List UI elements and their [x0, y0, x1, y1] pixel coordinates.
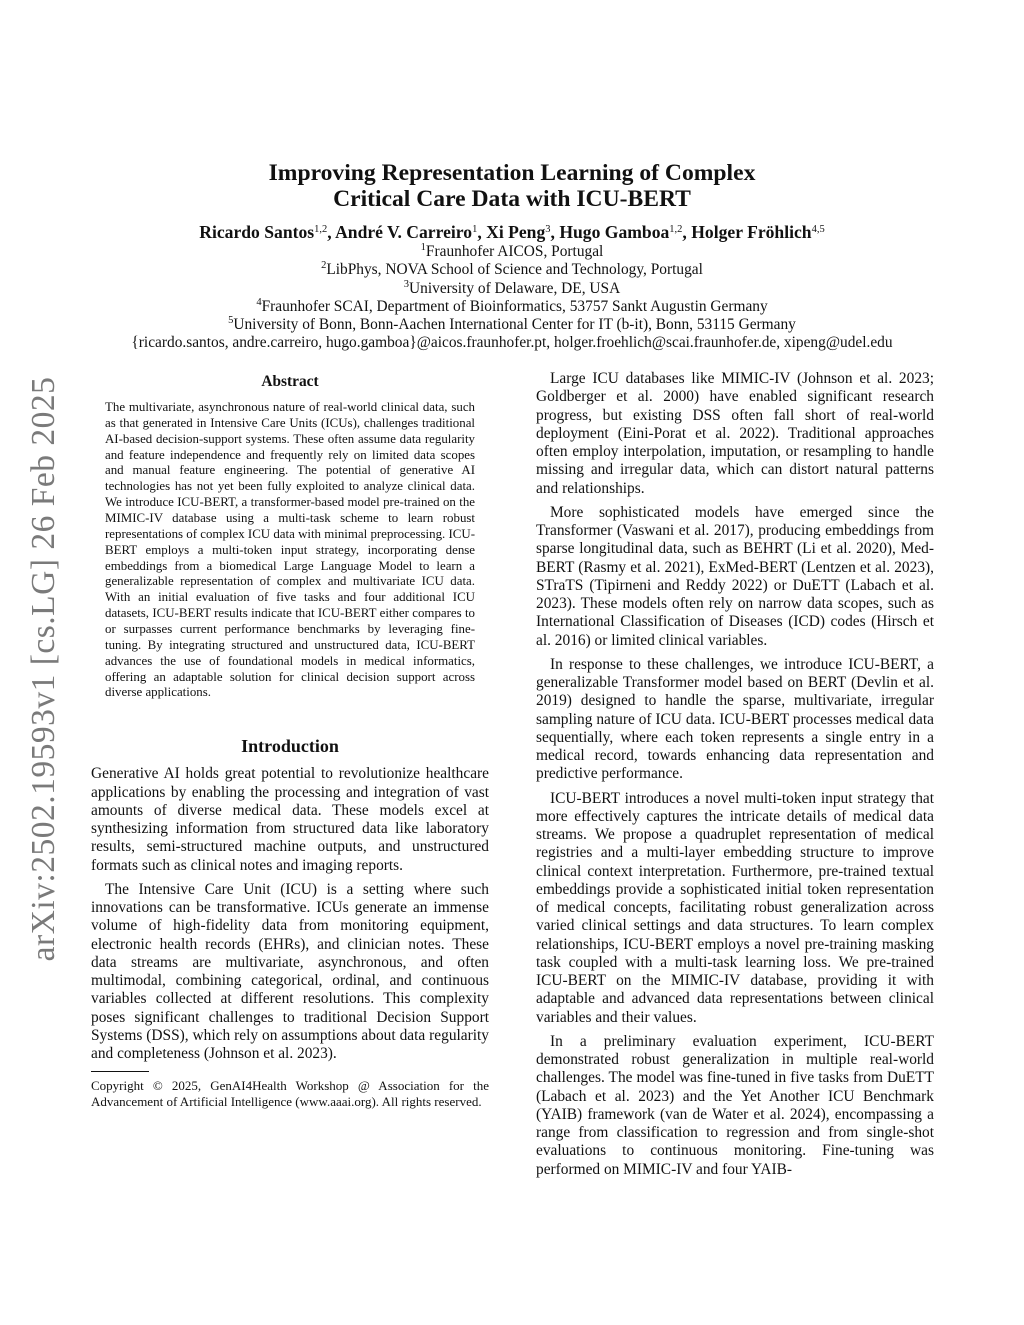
- affiliation-text: University of Bonn, Bonn-Aachen International Center for IT (b-it), Bonn, 53115 Germany: [233, 316, 796, 334]
- paragraph: In a preliminary evaluation experiment, ICU-BERT demonstrated robust generalization in multiple real-world challenges. The model was fine-tuned in five tasks from DuETT (Labach et al. 2023) and the Yet Another ICU Benchmark (YAIB) framework (van de Water et al. 2024), encompassing a range from classification to regression and from single-shot evaluations to continuous monitoring. Fine-tuning was performed on MIMIC-IV and four YAIB-: [536, 1032, 934, 1178]
- affiliation-text: Fraunhofer SCAI, Department of Bioinformatics, 53757 Sankt Augustin Germany: [261, 297, 768, 315]
- author-separator: ,: [477, 222, 487, 242]
- paper-title: [90, 160, 934, 212]
- abstract-text: The multivariate, asynchronous nature of real-world clinical data, such as that generated in Intensive Care Units (ICUs), challenges traditional AI-based decision-support systems. These often assume data regularity and feature independence and frequently rely on limited data scopes and manual feature engineering. The potential of generative AI technologies has not yet been fully exploited to analyze clinical data. We introduce ICU-BERT, a transformer-based model pre-trained on the MIMIC-IV database using a multi-task scheme to learn robust representations of complex ICU data with minimal preprocessing. ICU-BERT employs a multi-token input strategy, incorporating dense embeddings from a biomedical Large Language Model to learn a generalizable representation of complex and multivariate ICU data. With an initial evaluation of five tasks and four additional ICU datasets, ICU-BERT results indicate that ICU-BERT either compares to or surpasses current performance benchmarks by leveraging fine-tuning. By integrating structured and unstructured data, ICU-BERT advances the use of foundational models in medical informatics, offering an adaptable solution for clinical decision support across diverse applications.: [105, 400, 475, 700]
- author-affiliation-mark: 3: [545, 224, 551, 235]
- paragraph: Generative AI holds great potential to revolutionize healthcare applications by enabling the processing and integration of vast amounts of diverse medical data. These models excel at synthesizing information from structured data like laboratory results, semi-structured machine outputs, and unstructured formats such as clinical notes and imaging reports.: [91, 765, 489, 874]
- title-line-1: Improving Representation Learning of Complex: [268, 160, 756, 186]
- author-name: Hugo Gamboa: [559, 222, 670, 242]
- author-separator: ,: [550, 222, 560, 242]
- author-affiliation-mark: 1,2: [314, 224, 328, 235]
- affiliation: [90, 316, 934, 334]
- affiliation-mark: 2: [321, 260, 327, 272]
- affiliation: [90, 280, 934, 298]
- title-line-2: Critical Care Data with ICU-BERT: [333, 186, 691, 212]
- author-affiliation-mark: 4,5: [811, 224, 825, 235]
- introduction-heading: Introduction: [241, 736, 339, 757]
- affiliation-mark: 4: [256, 296, 262, 308]
- affiliation: [90, 298, 934, 316]
- paragraph: The Intensive Care Unit (ICU) is a setting where such innovations can be transformative. ICUs generate an immense volume of high-fidelity data from monitoring equipment, electronic health records (EHRs), and clinician notes. These data streams are multivariate, asynchronous, and often multimodal, combining categorical, ordinal, and continuous variables collected at different resolutions. This complexity poses significant challenges to traditional Decision Support Systems (DSS), which rely on assumptions about data regularity and completeness (Johnson et al. 2023).: [91, 880, 489, 1063]
- author-affiliation-mark: 1: [472, 224, 478, 235]
- author-emails: {ricardo.santos, andre.carreiro, hugo.gamboa}@aicos.fraunhofer.pt, holger.froehlich@scai.fraunhofer.de, xipeng@udel.edu: [131, 334, 893, 352]
- affiliation: [90, 261, 934, 279]
- affiliation-text: Fraunhofer AICOS, Portugal: [425, 243, 604, 260]
- paragraph: More sophisticated models have emerged since the Transformer (Vaswani et al. 2017), producing embeddings from sparse longitudinal data, such as BEHRT (Li et al. 2020), Med-BERT (Rasmy et al. 2021), ExMed-BERT (Lentzen et al. 2023), STraTS (Tipirneni and Reddy 2022) or DuETT (Labach et al. 2023). These models often rely on narrow data scopes, such as International Classification of Diseases (ICD) codes (Hirsch et al. 2016) or limited clinical variables.: [536, 503, 934, 649]
- affiliation: [90, 243, 934, 261]
- affiliation-mark: 1: [420, 242, 426, 253]
- right-column: [536, 370, 934, 1185]
- affiliation-text: LibPhys, NOVA School of Science and Technology, Portugal: [326, 261, 703, 279]
- author-affiliation-mark: 1,2: [669, 224, 683, 235]
- paragraph: In response to these challenges, we introduce ICU-BERT, a generalizable Transformer model based on BERT (Devlin et al. 2019) designed to handle the sparse, multivariate, irregular sampling nature of ICU data. ICU-BERT processes medical data sequentially, where each token represents a single entry in a medical record, towards enhancing data representation and predictive performance.: [536, 655, 934, 783]
- affiliation-mark: 3: [403, 278, 410, 290]
- copyright-footnote: Copyright © 2025, GenAI4Health Workshop @ Association for the Advancement of Artificial Intelligence (www.aaai.org). All rights reserved.: [91, 1078, 489, 1110]
- paper-header: [90, 160, 934, 353]
- paragraph: Large ICU databases like MIMIC-IV (Johnson et al. 2023; Goldberger et al. 2000) have enabled significant research progress, but existing DSS often fall short of real-world deployment (Eini-Porat et al. 2022). Traditional approaches often employ interpolation, imputation, or resampling to handle missing and irregular data, which can distort natural patterns and relationships.: [536, 370, 934, 497]
- affiliation-mark: 5: [228, 315, 234, 327]
- author-name: Xi Peng: [486, 222, 546, 242]
- author-list: [90, 221, 934, 243]
- affiliation-text: University of Delaware, DE, USA: [409, 279, 621, 297]
- author-separator: ,: [327, 222, 336, 242]
- author-separator: ,: [682, 222, 692, 242]
- footnote-rule: [91, 1071, 149, 1072]
- paragraph: ICU-BERT introduces a novel multi-token input strategy that more effectively captures the intricate details of medical data streams. We propose a quadruplet representation of medical registries and a multi-layer embedding structure to improve clinical context interpretation. Furthermore, pre-trained textual embeddings provide a sophisticated initial token representation of medical concepts, facilitating robust generalization across varied clinical settings and data structures. To learn complex relationships, ICU-BERT employs a novel pre-training masking task coupled with a multi-task learning loss. We pre-trained ICU-BERT on the MIMIC-IV database, providing it with adaptable and advanced data representations between clinical variables and their values.: [536, 789, 934, 1026]
- author-name: Holger Fröhlich: [691, 222, 812, 242]
- abstract-heading: Abstract: [261, 373, 319, 390]
- arxiv-identifier: arXiv:2502.19593v1 [cs.LG] 26 Feb 2025: [25, 376, 62, 962]
- author-name: Ricardo Santos: [199, 222, 315, 242]
- left-column: [91, 370, 489, 1110]
- author-name: André V. Carreiro: [335, 222, 473, 242]
